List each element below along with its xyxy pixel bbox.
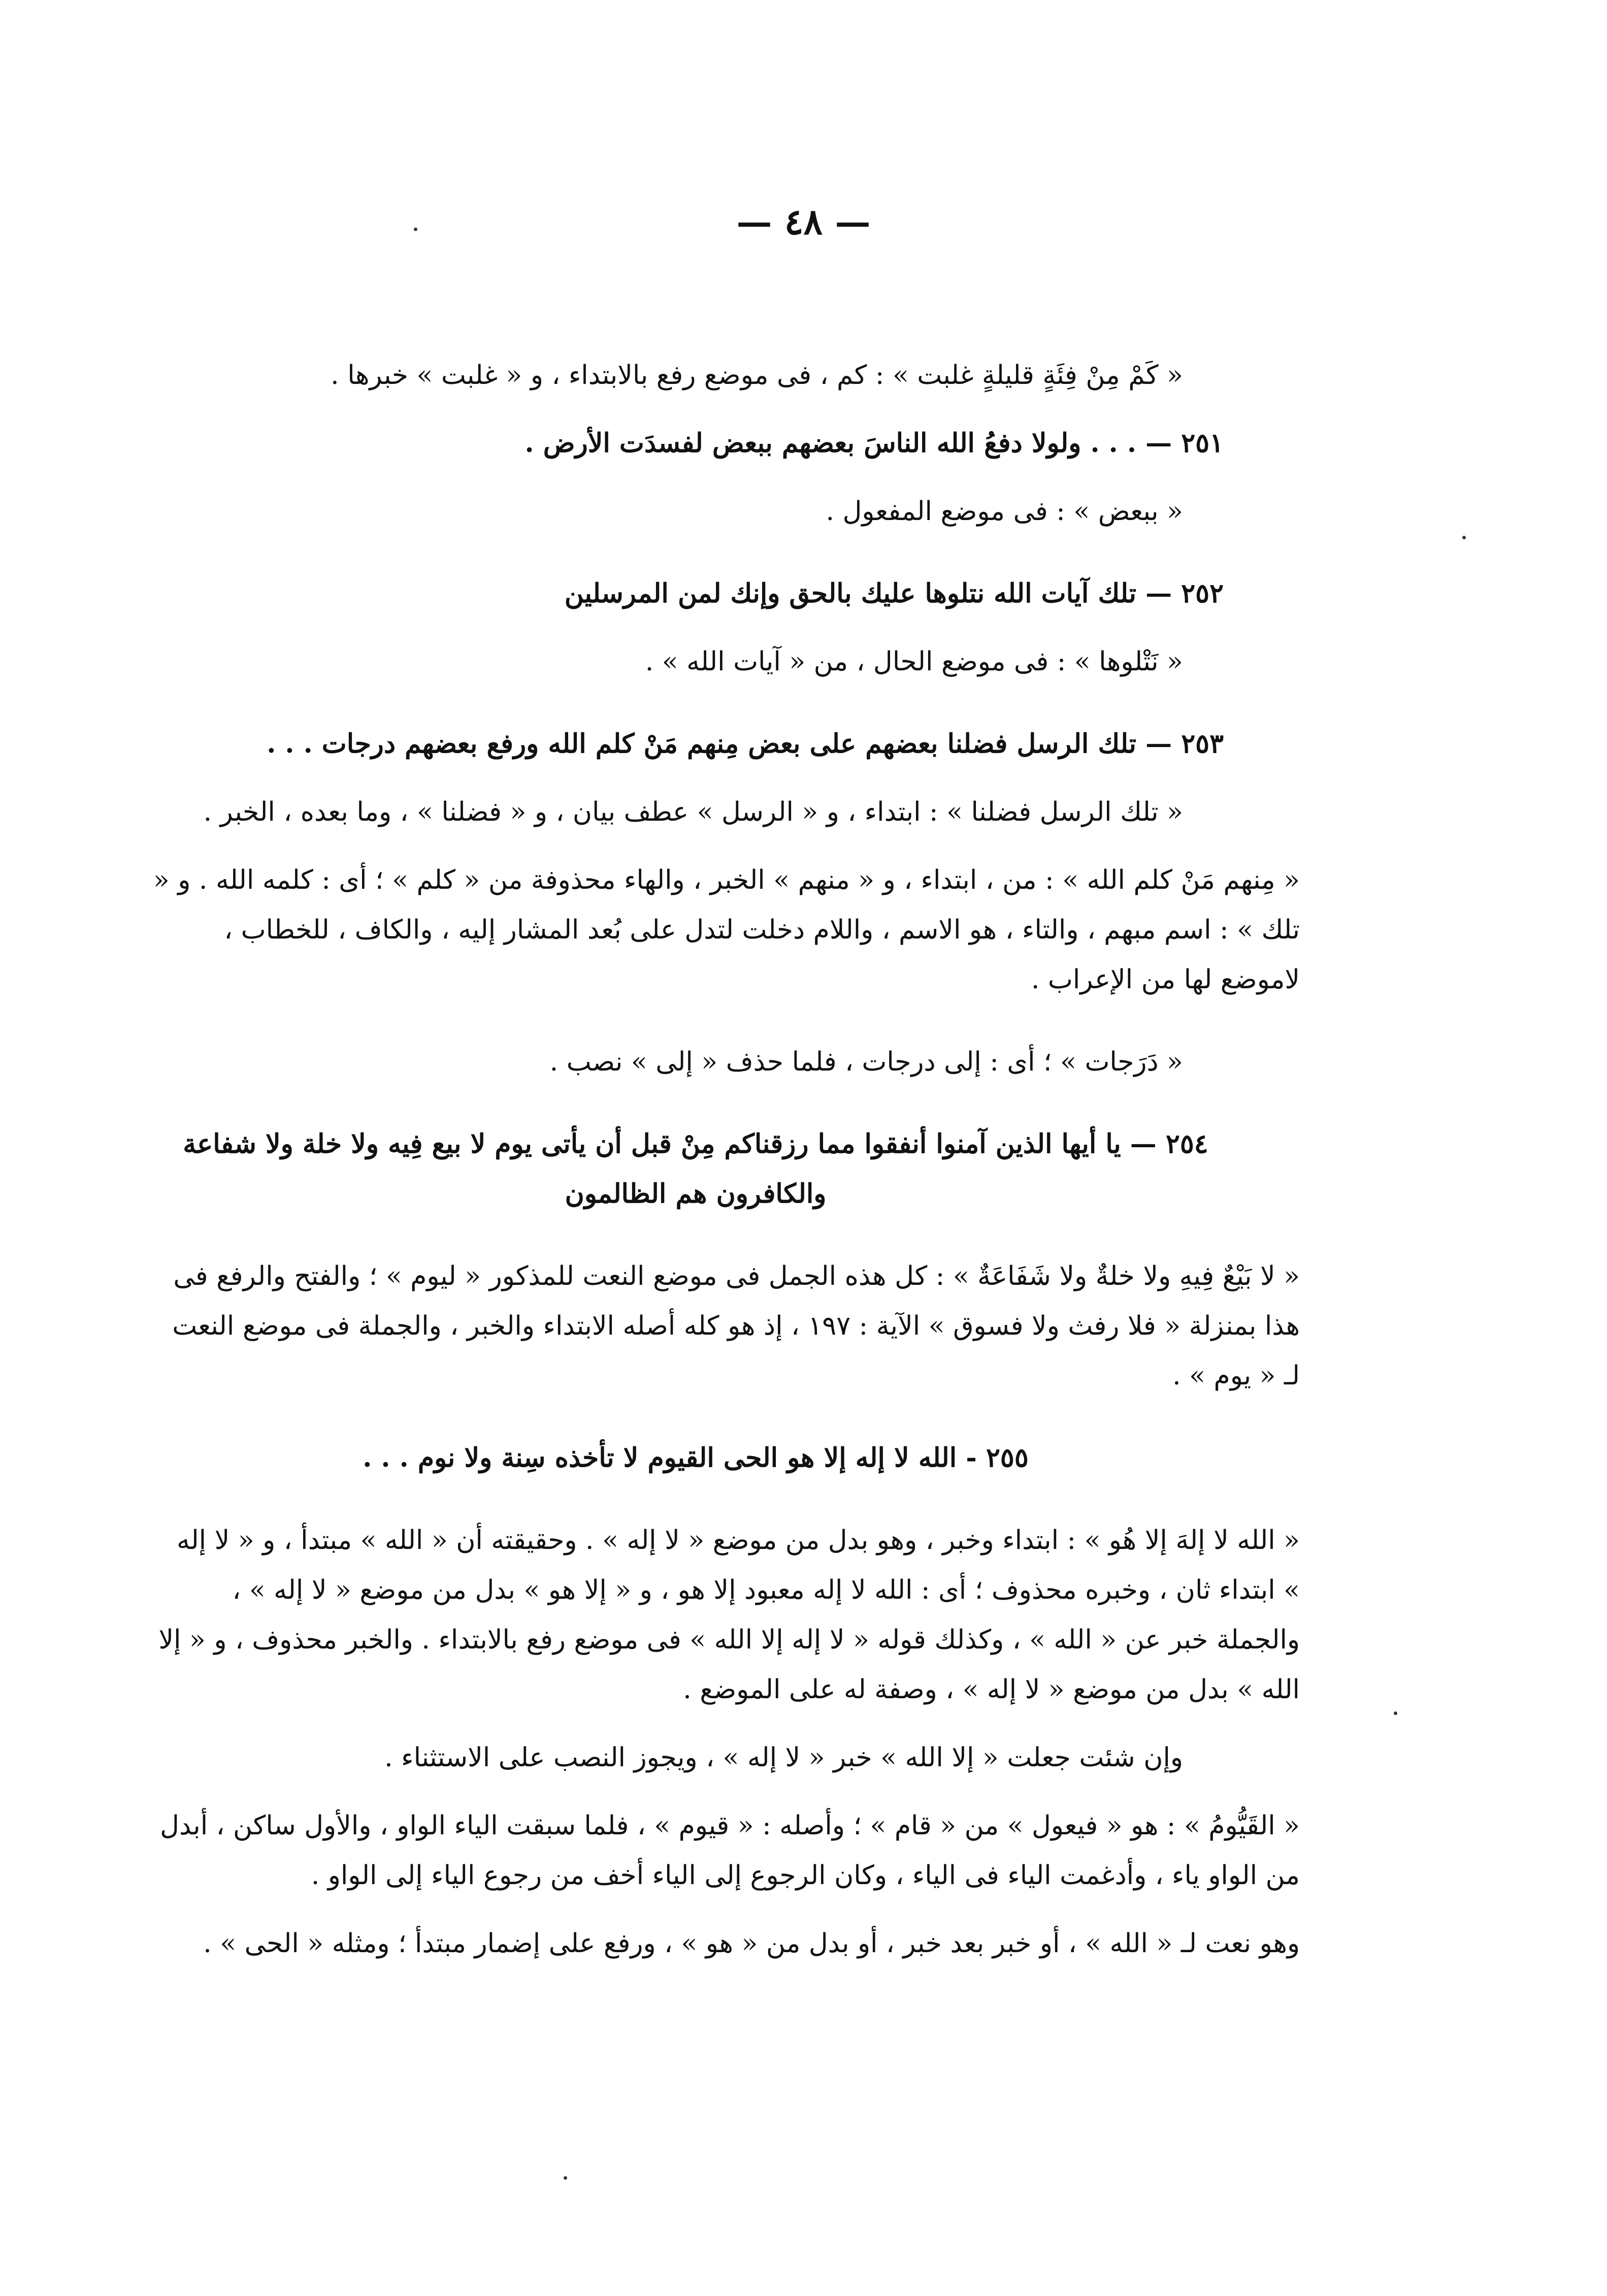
commentary-paragraph: « نَتْلوها » : فى موضع الحال ، من « آيات الله » . xyxy=(645,646,1183,677)
commentary-paragraph: « الله لا إلهَ إلا هُو » : ابتداء وخبر ، وهو بدل من موضع « لا إله » . وحقيقته أن « الله » مبتدأ ، و « لا إله » ابتداء ثان ، وخبره محذوف ؛ أى : الله لا إله معبود إلا هو ، و « إلا هو » بدل من موضع « لا إله » ، والجملة خبر عن « الله » ، وكذلك قوله « لا إله إلا الله » فى موضع رفع بالابتداء . والخبر محذوف ، و « إلا الله » بدل من موضع « لا إله » ، وصفة له على الموضع . xyxy=(158,1525,1300,1705)
commentary-paragraph: وإن شئت جعلت « إلا الله » خبر « لا إله » ، ويجوز النصب على الاستثناء . xyxy=(384,1742,1183,1773)
scan-speck xyxy=(564,2176,567,2180)
commentary-paragraph: « دَرَجات » ؛ أى : إلى درجات ، فلما حذف « إلى » نصب . xyxy=(549,1047,1183,1077)
commentary-paragraph: « تلك الرسل فضلنا » : ابتداء ، و « الرسل » عطف بيان ، و « فضلنا » ، وما بعده ، الخبر . xyxy=(203,797,1183,827)
verse-252: ٢٥٢ — تلك آيات الله نتلوها عليك بالحق وإنك لمن المرسلين xyxy=(564,578,1224,609)
commentary-paragraph: « مِنهم مَنْ كلم الله » : من ، ابتداء ، و « منهم » الخبر ، والهاء محذوفة من « كلم » ؛ أى : كلمه الله . و « تلك » : اسم مبهم ، والتاء ، هو الاسم ، واللام دخلت لتدل على بُعد المشار إليه ، والكاف ، للخطاب ، لاموضع لها من الإعراب . xyxy=(153,865,1300,995)
scan-speck xyxy=(1394,1711,1397,1715)
scan-speck xyxy=(1462,536,1466,539)
commentary-paragraph: « لا بَيْعٌ فِيهِ ولا خلةٌ ولا شَفَاعَةٌ » : كل هذه الجمل فى موضع النعت للمذكور « ليوم » ؛ والفتح والرفع فى هذا بمنزلة « فلا رفث ولا فسوق » الآية : ١٩٧ ، إذ هو كله أصله الابتداء والخبر ، والجملة فى موضع النعت لـ « يوم » . xyxy=(172,1261,1300,1391)
page-number: — ٤٨ — xyxy=(736,201,871,243)
verse-255: ٢٥٥ - الله لا إله إلا هو الحى القيوم لا تأخذه سِنة ولا نوم . . . xyxy=(363,1442,1029,1473)
commentary-paragraph: وهو نعت لـ « الله » ، أو خبر بعد خبر ، أو بدل من « هو » ، ورفع على إضمار مبتدأ ؛ ومثله « الحى » . xyxy=(203,1928,1300,1959)
verse-253: ٢٥٣ — تلك الرسل فضلنا بعضهم على بعض مِنهم مَنْ كلم الله ورفع بعضهم درجات . . . xyxy=(267,728,1224,759)
verse-254: ٢٥٤ — يا أيها الذين آمنوا أنفقوا مما رزقناكم مِنْ قبل أن يأتى يوم لا بيع فِيه ولا خلة ولا شفاعة والكافرون هم الظالمون xyxy=(183,1128,1208,1209)
commentary-paragraph: « القَيُّومُ » : هو « فيعول » من « قام » ؛ وأصله : « قيوم » ، فلما سبقت الياء الواو ، والأول ساكن ، أبدل من الواو ياء ، وأدغمت الياء فى الياء ، وكان الرجوع إلى الياء أخف من رجوع الياء إلى الواو . xyxy=(160,1810,1300,1891)
verse-251: ٢٥١ — . . . ولولا دفعُ الله الناسَ بعضهم ببعض لفسدَت الأرض . xyxy=(524,428,1224,459)
commentary-paragraph: « ببعض » : فى موضع المفعول . xyxy=(826,496,1183,527)
commentary-paragraph: « كَمْ مِنْ فِئَةٍ قليلةٍ غلبت » : كم ، فى موضع رفع بالابتداء ، و « غلبت » خبرها . xyxy=(331,360,1183,391)
scan-speck xyxy=(414,228,417,231)
page-body xyxy=(152,350,1300,1987)
